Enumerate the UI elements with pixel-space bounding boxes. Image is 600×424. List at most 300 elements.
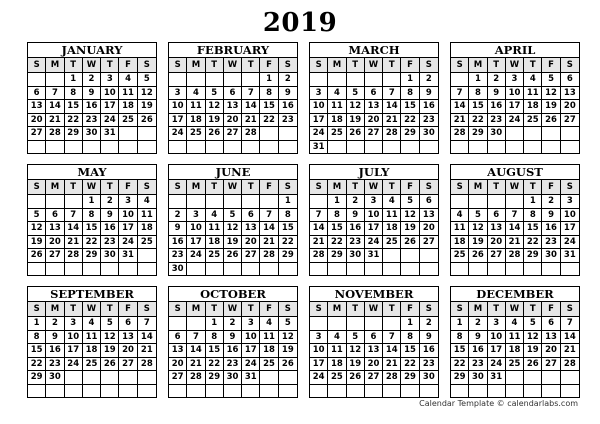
- empty-day-cell: [279, 127, 297, 140]
- day-cell: 7: [566, 318, 573, 328]
- weekday-label: T: [206, 302, 224, 316]
- day-cell: 9: [83, 87, 101, 100]
- empty-day-cell: [206, 195, 224, 208]
- day-cell: 4: [143, 196, 150, 206]
- day-cell: 22: [206, 358, 224, 371]
- empty-day-cell: [542, 263, 560, 275]
- weekday-label: W: [506, 180, 524, 194]
- weekday-label: S: [28, 302, 46, 316]
- day-cell: 28: [451, 127, 469, 140]
- empty-day-cell: [420, 263, 438, 275]
- year-title: 2019: [262, 8, 338, 38]
- weekday-label: F: [401, 180, 419, 194]
- day-cell: 5: [542, 73, 560, 86]
- day-cell: 15: [328, 222, 346, 235]
- weekday-label: S: [143, 182, 150, 192]
- day-cell: 28: [563, 358, 576, 369]
- empty-day-cell: [524, 371, 542, 384]
- day-cell: 1: [328, 195, 346, 208]
- empty-day-cell: [206, 385, 224, 397]
- empty-day-cell: [383, 385, 401, 397]
- weekday-label: M: [469, 58, 487, 72]
- day-cell: 26: [206, 127, 224, 140]
- day-cell: 29: [451, 371, 469, 384]
- day-cell: 13: [169, 344, 187, 357]
- day-cell: 9: [46, 331, 64, 344]
- day-cell: 14: [563, 331, 576, 342]
- empty-day-cell: [401, 385, 419, 397]
- day-cell: 29: [401, 371, 419, 384]
- month-calendar: [450, 286, 580, 398]
- day-cell: 23: [281, 114, 294, 125]
- week-row: [310, 195, 438, 209]
- day-cell: 6: [365, 87, 383, 100]
- empty-day-cell: [383, 73, 401, 86]
- week-row: [451, 331, 579, 345]
- day-cell: 27: [563, 114, 576, 125]
- day-cell: 13: [28, 100, 46, 113]
- weekday-label: F: [260, 58, 278, 72]
- day-cell: 21: [260, 236, 278, 249]
- day-cell: 12: [140, 87, 153, 98]
- empty-day-cell: [242, 73, 260, 86]
- day-cell: 23: [422, 358, 435, 369]
- weekday-label: T: [242, 180, 260, 194]
- day-cell: 17: [310, 114, 328, 127]
- empty-day-cell: [65, 385, 83, 397]
- weekday-label: T: [242, 58, 260, 72]
- month-name: JANUARY: [28, 43, 156, 58]
- day-cell: 9: [224, 331, 242, 344]
- empty-day-cell: [138, 371, 156, 384]
- day-cell: 24: [488, 358, 506, 371]
- weekday-label: S: [143, 304, 150, 314]
- day-cell: 1: [28, 317, 46, 330]
- empty-day-cell: [328, 263, 346, 275]
- weekday-label: S: [566, 182, 573, 192]
- week-row: [310, 100, 438, 114]
- day-cell: 10: [310, 344, 328, 357]
- day-cell: 26: [524, 358, 542, 371]
- day-cell: 30: [488, 127, 506, 140]
- weekday-label: S: [566, 60, 573, 70]
- weekday-label: S: [451, 58, 469, 72]
- weekday-label: F: [401, 58, 419, 72]
- day-cell: 18: [206, 236, 224, 249]
- day-cell: 21: [563, 345, 576, 356]
- day-cell: 17: [506, 100, 524, 113]
- day-cell: 13: [119, 331, 137, 344]
- day-cell: 30: [469, 371, 487, 384]
- day-cell: 22: [260, 114, 278, 127]
- weekday-label: S: [310, 58, 328, 72]
- empty-day-cell: [279, 385, 297, 397]
- empty-day-cell: [524, 385, 542, 397]
- day-cell: 29: [83, 249, 101, 262]
- day-cell: 27: [242, 249, 260, 262]
- weekday-label: S: [284, 182, 291, 192]
- weekday-label: F: [119, 302, 137, 316]
- week-row: [169, 73, 297, 87]
- day-cell: 15: [65, 100, 83, 113]
- footer-credit: Calendar Template © calendarlabs.com: [419, 399, 578, 408]
- month-calendar: [27, 42, 157, 154]
- week-row: [310, 331, 438, 345]
- weekday-label: T: [383, 180, 401, 194]
- weekday-label: F: [401, 302, 419, 316]
- day-cell: 27: [119, 358, 137, 371]
- day-cell: 19: [281, 345, 294, 356]
- week-row: [28, 222, 156, 236]
- week-row: [28, 127, 156, 141]
- empty-day-cell: [119, 385, 137, 397]
- day-cell: 22: [401, 114, 419, 127]
- empty-day-cell: [169, 385, 187, 397]
- day-cell: 25: [328, 371, 346, 384]
- day-cell: 10: [169, 100, 187, 113]
- day-cell: 22: [65, 114, 83, 127]
- day-cell: 2: [284, 74, 291, 84]
- day-cell: 22: [451, 358, 469, 371]
- week-row: [310, 87, 438, 101]
- weekday-label: T: [101, 180, 119, 194]
- day-cell: 6: [46, 209, 64, 222]
- day-cell: 1: [65, 73, 83, 86]
- week-row: [310, 317, 438, 331]
- weekday-header-row: [451, 180, 579, 195]
- weekday-label: F: [119, 180, 137, 194]
- empty-day-cell: [561, 127, 579, 140]
- weekday-header-row: [310, 180, 438, 195]
- day-cell: 29: [281, 250, 294, 261]
- empty-day-cell: [119, 263, 137, 275]
- day-cell: 1: [401, 73, 419, 86]
- day-cell: 22: [281, 236, 294, 247]
- day-cell: 17: [488, 344, 506, 357]
- day-cell: 4: [383, 195, 401, 208]
- empty-day-cell: [83, 385, 101, 397]
- day-cell: 10: [101, 87, 119, 100]
- day-cell: 21: [46, 114, 64, 127]
- empty-day-cell: [65, 195, 83, 208]
- empty-day-cell: [260, 371, 278, 384]
- day-cell: 18: [524, 100, 542, 113]
- empty-day-cell: [46, 73, 64, 86]
- day-cell: 16: [469, 344, 487, 357]
- weekday-label: S: [451, 180, 469, 194]
- empty-day-cell: [524, 141, 542, 153]
- empty-day-cell: [169, 195, 187, 208]
- month-calendar: [309, 286, 439, 398]
- weekday-label: S: [143, 60, 150, 70]
- week-row: [310, 236, 438, 250]
- day-cell: 6: [425, 196, 432, 206]
- day-cell: 14: [242, 100, 260, 113]
- week-row: [310, 222, 438, 236]
- empty-day-cell: [65, 263, 83, 275]
- week-row: [451, 141, 579, 153]
- weekday-label: S: [425, 304, 432, 314]
- empty-day-cell: [310, 263, 328, 275]
- day-cell: 27: [542, 358, 560, 371]
- empty-day-cell: [169, 141, 187, 153]
- day-cell: 2: [469, 317, 487, 330]
- day-cell: 27: [365, 127, 383, 140]
- empty-day-cell: [83, 141, 101, 153]
- day-cell: 17: [242, 344, 260, 357]
- week-row: [310, 344, 438, 358]
- day-cell: 31: [310, 141, 328, 154]
- empty-day-cell: [206, 263, 224, 276]
- day-cell: 13: [242, 222, 260, 235]
- weekday-label: M: [187, 58, 205, 72]
- weekday-label: S: [169, 180, 187, 194]
- day-cell: 4: [119, 73, 137, 86]
- empty-day-cell: [206, 73, 224, 86]
- day-cell: 5: [143, 74, 150, 84]
- day-cell: 6: [119, 317, 137, 330]
- day-cell: 3: [310, 87, 328, 100]
- day-cell: 20: [46, 236, 64, 249]
- week-row: [169, 331, 297, 345]
- empty-day-cell: [260, 141, 278, 153]
- day-cell: 29: [524, 249, 542, 262]
- day-cell: 26: [542, 114, 560, 127]
- day-cell: 14: [383, 100, 401, 113]
- month-name: MAY: [28, 165, 156, 180]
- week-row: [28, 100, 156, 114]
- empty-day-cell: [524, 127, 542, 140]
- empty-day-cell: [101, 263, 119, 275]
- day-cell: 21: [140, 345, 153, 356]
- day-cell: 14: [310, 222, 328, 235]
- week-row: [310, 73, 438, 87]
- empty-day-cell: [187, 141, 205, 153]
- empty-day-cell: [347, 141, 365, 154]
- week-row: [451, 249, 579, 263]
- day-cell: 25: [206, 249, 224, 262]
- weekday-header-row: [310, 302, 438, 317]
- day-cell: 29: [401, 127, 419, 140]
- day-cell: 23: [224, 358, 242, 371]
- week-row: [169, 371, 297, 385]
- day-cell: 9: [425, 331, 432, 342]
- empty-day-cell: [224, 263, 242, 276]
- week-row: [310, 141, 438, 154]
- day-cell: 13: [365, 100, 383, 113]
- empty-day-cell: [28, 73, 46, 86]
- weekday-header-row: [310, 58, 438, 73]
- empty-day-cell: [542, 141, 560, 153]
- weekday-label: T: [101, 302, 119, 316]
- day-cell: 5: [347, 87, 365, 100]
- day-cell: 24: [563, 236, 576, 247]
- day-cell: 8: [260, 87, 278, 100]
- month-name: NOVEMBER: [310, 287, 438, 302]
- month-name: MARCH: [310, 43, 438, 58]
- day-cell: 4: [83, 317, 101, 330]
- weekday-label: T: [65, 180, 83, 194]
- day-cell: 6: [169, 331, 187, 344]
- day-cell: 2: [542, 195, 560, 208]
- empty-day-cell: [347, 263, 365, 275]
- week-row: [28, 331, 156, 345]
- day-cell: 12: [206, 100, 224, 113]
- empty-day-cell: [347, 385, 365, 397]
- week-row: [28, 385, 156, 397]
- day-cell: 15: [451, 344, 469, 357]
- day-cell: 14: [187, 344, 205, 357]
- empty-day-cell: [187, 195, 205, 208]
- day-cell: 8: [83, 209, 101, 222]
- day-cell: 7: [46, 87, 64, 100]
- day-cell: 25: [187, 127, 205, 140]
- weekday-label: S: [284, 304, 291, 314]
- week-row: [451, 209, 579, 223]
- empty-day-cell: [561, 371, 579, 384]
- day-cell: 31: [488, 371, 506, 384]
- weekday-label: T: [383, 58, 401, 72]
- day-cell: 21: [506, 236, 524, 249]
- week-row: [169, 358, 297, 372]
- day-cell: 19: [469, 236, 487, 249]
- empty-day-cell: [469, 141, 487, 153]
- empty-day-cell: [365, 73, 383, 86]
- day-cell: 3: [310, 331, 328, 344]
- day-cell: 12: [524, 331, 542, 344]
- empty-day-cell: [328, 317, 346, 330]
- weekday-label: S: [425, 182, 432, 192]
- day-cell: 4: [451, 209, 469, 222]
- empty-day-cell: [365, 385, 383, 397]
- day-cell: 20: [365, 114, 383, 127]
- empty-day-cell: [451, 141, 469, 153]
- empty-day-cell: [119, 127, 137, 140]
- empty-day-cell: [383, 249, 401, 262]
- empty-day-cell: [401, 263, 419, 275]
- day-cell: 22: [328, 236, 346, 249]
- day-cell: 3: [506, 73, 524, 86]
- week-row: [451, 100, 579, 114]
- day-cell: 19: [101, 344, 119, 357]
- day-cell: 11: [451, 222, 469, 235]
- empty-day-cell: [224, 195, 242, 208]
- week-row: [451, 344, 579, 358]
- day-cell: 18: [451, 236, 469, 249]
- month-calendar: [168, 286, 298, 398]
- day-cell: 21: [383, 114, 401, 127]
- day-cell: 11: [119, 87, 137, 100]
- weekday-label: F: [119, 58, 137, 72]
- day-cell: 22: [28, 358, 46, 371]
- day-cell: 12: [347, 344, 365, 357]
- weekday-label: M: [328, 180, 346, 194]
- day-cell: 16: [347, 222, 365, 235]
- empty-day-cell: [46, 141, 64, 153]
- day-cell: 13: [563, 87, 576, 98]
- weekday-label: S: [310, 180, 328, 194]
- day-cell: 12: [469, 222, 487, 235]
- day-cell: 15: [260, 100, 278, 113]
- weekday-label: S: [425, 60, 432, 70]
- day-cell: 28: [187, 371, 205, 384]
- day-cell: 20: [542, 344, 560, 357]
- day-cell: 6: [566, 74, 573, 84]
- empty-day-cell: [365, 317, 383, 330]
- week-row: [169, 209, 297, 223]
- day-cell: 27: [169, 371, 187, 384]
- day-cell: 31: [365, 249, 383, 262]
- month-name: JULY: [310, 165, 438, 180]
- weekday-label: M: [46, 302, 64, 316]
- day-cell: 8: [28, 331, 46, 344]
- day-cell: 7: [65, 209, 83, 222]
- empty-day-cell: [310, 195, 328, 208]
- empty-day-cell: [169, 317, 187, 330]
- empty-day-cell: [506, 263, 524, 275]
- weekday-header-row: [28, 302, 156, 317]
- day-cell: 24: [310, 371, 328, 384]
- day-cell: 7: [242, 87, 260, 100]
- week-row: [169, 344, 297, 358]
- day-cell: 11: [260, 331, 278, 344]
- day-cell: 14: [65, 222, 83, 235]
- empty-day-cell: [28, 385, 46, 397]
- weekday-label: M: [46, 180, 64, 194]
- day-cell: 14: [451, 100, 469, 113]
- week-row: [451, 114, 579, 128]
- weekday-label: F: [260, 180, 278, 194]
- week-row: [310, 263, 438, 275]
- empty-day-cell: [28, 195, 46, 208]
- day-cell: 9: [284, 87, 291, 98]
- day-cell: 12: [28, 222, 46, 235]
- day-cell: 26: [101, 358, 119, 371]
- week-row: [169, 100, 297, 114]
- weekday-label: T: [206, 58, 224, 72]
- day-cell: 1: [451, 317, 469, 330]
- day-cell: 3: [101, 73, 119, 86]
- week-row: [169, 249, 297, 263]
- day-cell: 4: [206, 209, 224, 222]
- day-cell: 15: [206, 344, 224, 357]
- day-cell: 29: [65, 127, 83, 140]
- weekday-header-row: [169, 58, 297, 73]
- day-cell: 30: [422, 372, 435, 383]
- empty-day-cell: [488, 195, 506, 208]
- weekday-label: F: [542, 58, 560, 72]
- day-cell: 11: [140, 209, 153, 220]
- day-cell: 24: [65, 358, 83, 371]
- day-cell: 17: [169, 114, 187, 127]
- day-cell: 2: [425, 74, 432, 84]
- empty-day-cell: [365, 263, 383, 275]
- empty-day-cell: [138, 263, 156, 275]
- day-cell: 24: [242, 358, 260, 371]
- weekday-label: W: [83, 302, 101, 316]
- day-cell: 8: [469, 87, 487, 100]
- day-cell: 16: [169, 236, 187, 249]
- empty-day-cell: [65, 141, 83, 153]
- day-cell: 12: [101, 331, 119, 344]
- day-cell: 11: [187, 100, 205, 113]
- day-cell: 26: [140, 114, 153, 125]
- day-cell: 16: [488, 100, 506, 113]
- day-cell: 5: [28, 209, 46, 222]
- empty-day-cell: [488, 385, 506, 397]
- day-cell: 25: [260, 358, 278, 371]
- weekday-label: S: [169, 302, 187, 316]
